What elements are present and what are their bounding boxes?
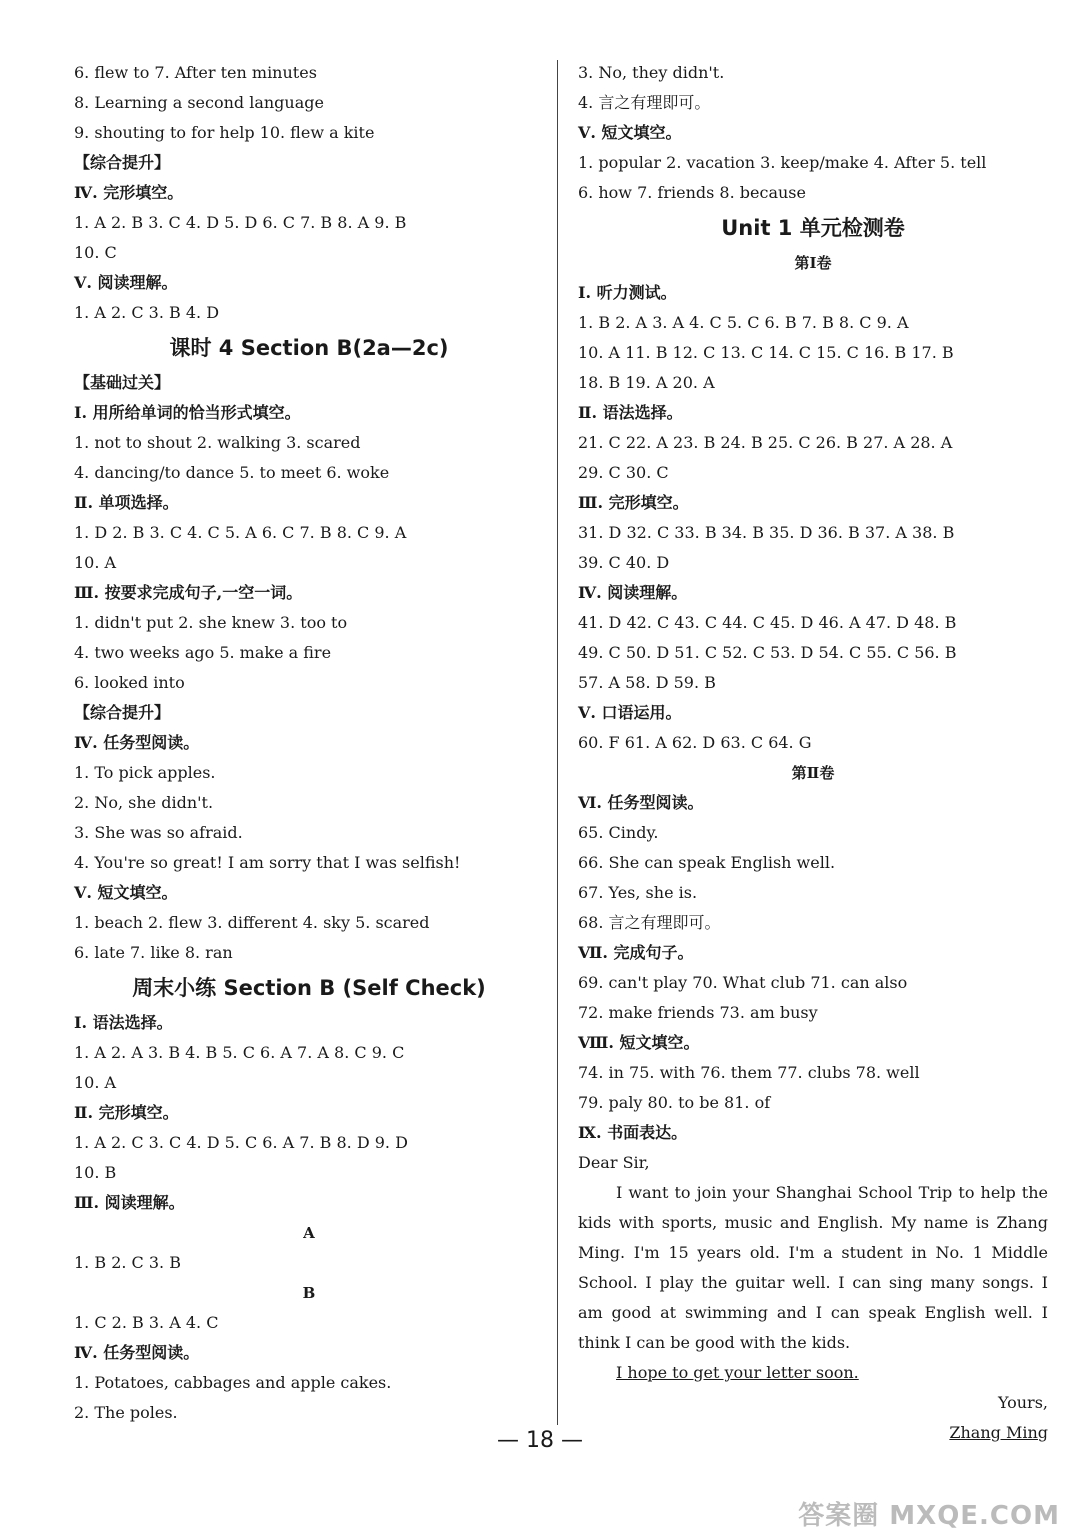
answer-line: 49. C 50. D 51. C 52. C 53. D 54. C 55. C 56. B	[578, 643, 957, 662]
answer-line: 21. C 22. A 23. B 24. B 25. C 26. B 27. A 28. A	[578, 433, 953, 452]
answer-line: 10. A 11. B 12. C 13. C 14. C 15. C 16. B 17. B	[578, 343, 954, 362]
answer-line: 1. To pick apples.	[74, 763, 216, 782]
answer-line: 6. how 7. friends 8. because	[578, 183, 806, 202]
section-heading: Ⅲ. 按要求完成句子,一空一词。	[74, 583, 303, 602]
section-heading: Ⅱ. 语法选择。	[578, 403, 683, 422]
answer-line: 18. B 19. A 20. A	[578, 373, 715, 392]
section-heading: Ⅰ. 语法选择。	[74, 1013, 173, 1032]
answer-line: 1. popular 2. vacation 3. keep/make 4. After 5. tell	[578, 153, 987, 172]
answer-line: 57. A 58. D 59. B	[578, 673, 716, 692]
section-heading: 【基础过关】	[74, 373, 171, 392]
subsection-label: 第Ⅱ卷	[791, 764, 835, 782]
section-heading: Ⅳ. 阅读理解。	[578, 583, 688, 602]
answer-line: 1. B 2. A 3. A 4. C 5. C 6. B 7. B 8. C 9. A	[578, 313, 909, 332]
answer-line: 6. late 7. like 8. ran	[74, 943, 233, 962]
answer-line: 41. D 42. C 43. C 44. C 45. D 46. A 47. D 48. B	[578, 613, 957, 632]
right-column	[578, 58, 1048, 1448]
answer-line: 65. Cindy.	[578, 823, 659, 842]
watermark-logo: 答案圈 MXQE.COM	[798, 1501, 1060, 1531]
section-heading: Ⅳ. 任务型阅读。	[74, 1343, 200, 1362]
column-divider	[557, 60, 558, 1425]
answer-line: 67. Yes, she is.	[578, 883, 698, 902]
section-title: Unit 1 单元检测卷	[721, 216, 905, 240]
answer-line: 1. Potatoes, cabbages and apple cakes.	[74, 1373, 392, 1392]
answer-line: 6. looked into	[74, 673, 185, 692]
answer-line: 31. D 32. C 33. B 34. B 35. D 36. B 37. A 38. B	[578, 523, 955, 542]
answer-line: 4. You're so great! I am sorry that I was selfish!	[74, 853, 461, 872]
letter	[578, 1148, 1048, 1448]
answer-line: 1. D 2. B 3. C 4. C 5. A 6. C 7. B 8. C 9. A	[74, 523, 407, 542]
subsection-label: A	[303, 1224, 315, 1242]
section-heading: Ⅴ. 口语运用。	[578, 703, 682, 722]
answer-line: 9. shouting to for help 10. flew a kite	[74, 123, 375, 142]
answer-line: 10. B	[74, 1163, 117, 1182]
section-title: 周末小练 Section B (Self Check)	[132, 976, 486, 1000]
answer-line: 6. flew to 7. After ten minutes	[74, 63, 317, 82]
answer-line: 1. A 2. B 3. C 4. D 5. D 6. C 7. B 8. A 9. B	[74, 213, 407, 232]
section-heading: Ⅰ. 听力测试。	[578, 283, 677, 302]
answer-line: 10. A	[74, 1073, 117, 1092]
answer-line: 1. C 2. B 3. A 4. C	[74, 1313, 219, 1332]
page-number: — 18 —	[497, 1428, 583, 1453]
section-heading: Ⅴ. 短文填空。	[74, 883, 178, 902]
answer-line: 1. A 2. A 3. B 4. B 5. C 6. A 7. A 8. C 9. C	[74, 1043, 405, 1062]
letter-salutation: Dear Sir,	[578, 1153, 650, 1172]
answer-line: 4. two weeks ago 5. make a fire	[74, 643, 332, 662]
answer-line: 8. Learning a second language	[74, 93, 324, 112]
answer-line: 10. C	[74, 243, 117, 262]
letter-sign-off: Yours,	[997, 1393, 1048, 1412]
answer-line: 3. She was so afraid.	[74, 823, 243, 842]
section-heading: Ⅲ. 阅读理解。	[74, 1193, 185, 1212]
section-heading: Ⅰ. 用所给单词的恰当形式填空。	[74, 403, 301, 422]
section-heading: 【综合提升】	[74, 703, 171, 722]
subsection-label: 第Ⅰ卷	[794, 254, 832, 272]
section-heading: Ⅴ. 阅读理解。	[74, 273, 178, 292]
answer-line: 4. dancing/to dance 5. to meet 6. woke	[74, 463, 390, 482]
section-heading: Ⅵ. 任务型阅读。	[578, 793, 704, 812]
answer-line: 1. A 2. C 3. B 4. D	[74, 303, 220, 322]
answer-line: 1. beach 2. flew 3. different 4. sky 5. scared	[74, 913, 430, 932]
answer-line: 1. B 2. C 3. B	[74, 1253, 181, 1272]
section-heading: Ⅳ. 任务型阅读。	[74, 733, 200, 752]
letter-closing-line: I hope to get your letter soon.	[616, 1363, 859, 1382]
subsection-label: B	[302, 1284, 316, 1302]
left-column	[74, 58, 544, 1428]
section-heading: Ⅱ. 单项选择。	[74, 493, 179, 512]
answer-line: 10. A	[74, 553, 117, 572]
section-heading: Ⅷ. 短文填空。	[578, 1033, 700, 1052]
section-heading: Ⅸ. 书面表达。	[578, 1123, 688, 1142]
answer-line: 39. C 40. D	[578, 553, 670, 572]
answer-line: 68. 言之有理即可。	[578, 913, 721, 932]
answer-line: 29. C 30. C	[578, 463, 669, 482]
section-heading: Ⅱ. 完形填空。	[74, 1103, 179, 1122]
answer-line: 74. in 75. with 76. them 77. clubs 78. well	[578, 1063, 920, 1082]
answer-line: 69. can't play 70. What club 71. can also	[578, 973, 908, 992]
section-heading: 【综合提升】	[74, 153, 171, 172]
answer-line: 2. No, she didn't.	[74, 793, 214, 812]
answer-line: 3. No, they didn't.	[578, 63, 725, 82]
answer-line: 66. She can speak English well.	[578, 853, 836, 872]
section-heading: Ⅲ. 完形填空。	[578, 493, 689, 512]
section-heading: Ⅴ. 短文填空。	[578, 123, 682, 142]
answer-line: 79. paly 80. to be 81. of	[578, 1093, 771, 1112]
answer-line: 1. not to shout 2. walking 3. scared	[74, 433, 361, 452]
letter-signature: Zhang Ming	[949, 1423, 1048, 1442]
answer-line: 1. A 2. C 3. C 4. D 5. C 6. A 7. B 8. D 9. D	[74, 1133, 408, 1152]
section-heading: Ⅳ. 完形填空。	[74, 183, 184, 202]
answer-line: 2. The poles.	[74, 1403, 178, 1422]
section-title: 课时 4 Section B(2a—2c)	[169, 336, 449, 360]
answer-line: 60. F 61. A 62. D 63. C 64. G	[578, 733, 812, 752]
answer-line: 72. make friends 73. am busy	[578, 1003, 818, 1022]
section-heading: Ⅶ. 完成句子。	[578, 943, 694, 962]
letter-body: I want to join your Shanghai School Trip to help the kids with sports, music and English. My name is Zhang Ming. I'm 15 years old. I'm a student in No. 1 Middle School. I play the guitar well. I can sing many songs. I am good at swimming and I can speak English well. I think I can be good with the kids.	[578, 1183, 1048, 1352]
answer-line: 1. didn't put 2. she knew 3. too to	[74, 613, 348, 632]
right-answer-lines	[578, 58, 1048, 1148]
answer-line: 4. 言之有理即可。	[578, 93, 711, 112]
